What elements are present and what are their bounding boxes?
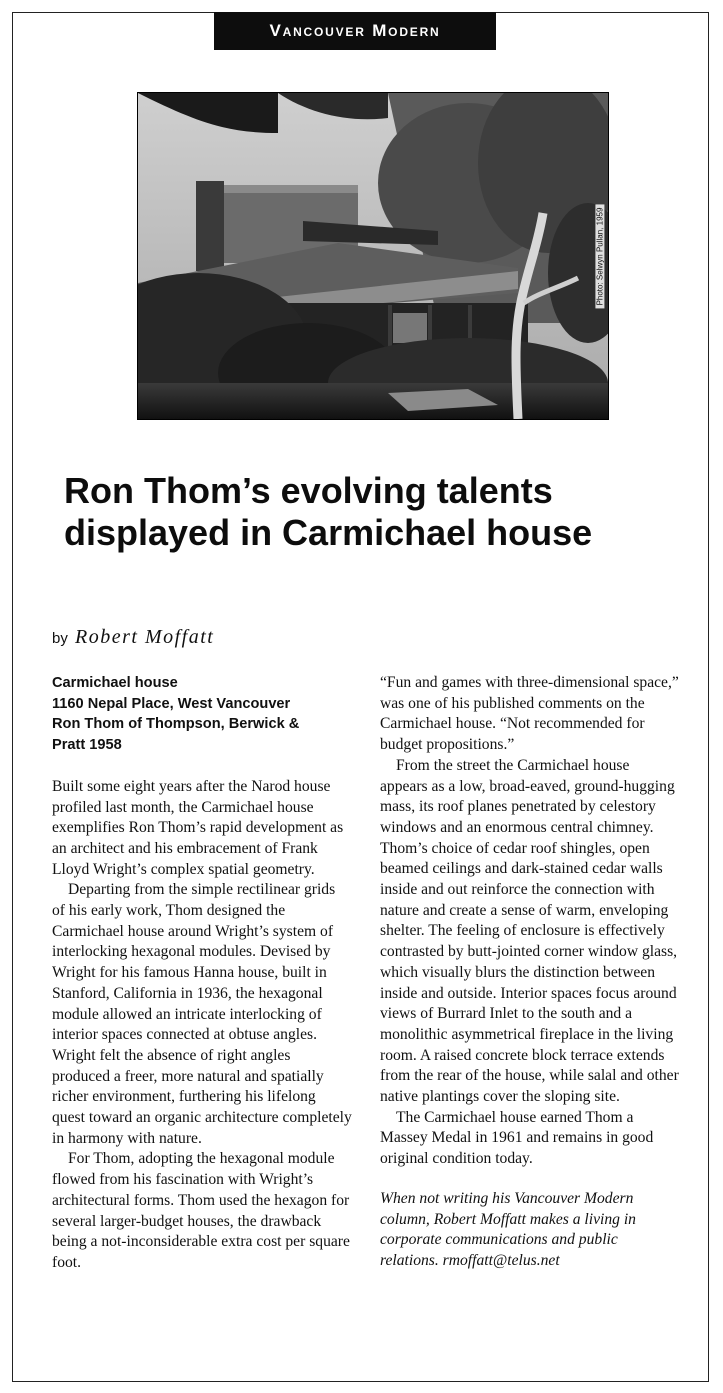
- column-label: Vancouver Modern: [214, 12, 496, 50]
- fact-box: [52, 673, 352, 756]
- fact-architect-continued: Pratt 1958: [52, 737, 122, 754]
- body-paragraph: Built some eight years after the Narod house profiled last month, the Carmichael house exemplifies Ron Thom’s rapid development as an architect and his embracement of Frank Lloyd Wright’s complex spatial geometry.: [52, 777, 344, 878]
- house-photo: [137, 92, 609, 420]
- body-paragraph: For Thom, adopting the hexagonal module flowed from his fascination with Wright’s architectural forms. Thom used the hexagon for several larger-budget houses, the drawback being a not-inconsiderable extra cost per square foot.: [52, 1150, 350, 1271]
- article-column-left: [52, 673, 352, 1274]
- author-bio: When not writing his Vancouver Modern column, Robert Moffatt makes a living in corporate communications and public relations. rmoffatt@telus.net: [380, 1189, 636, 1269]
- fact-address: 1160 Nepal Place, West Vancouver: [52, 695, 291, 712]
- article-column-right: [380, 673, 680, 1272]
- headline: Ron Thom’s evolving talents displayed in Carmichael house: [64, 470, 593, 553]
- fact-architect: Ron Thom of Thompson, Berwick &: [52, 716, 300, 733]
- byline: [52, 626, 214, 649]
- fact-house-name: Carmichael house: [52, 675, 178, 691]
- body-paragraph: Departing from the simple rectilinear grids of his early work, Thom designed the Carmichael house around Wright’s system of interlocking hexagonal modules. Devised by Wright for his famous Hanna house, built in Stanford, California in 1936, the hexagonal module allowed an intricate interlocking of interior spaces connected at obtuse angles. Wright felt the absence of right angles produced a freer, more natural and spatially richer environment, furthering his lifelong quest toward an organic architecture completely in harmony with nature.: [52, 881, 352, 1147]
- byline-author: Robert Moffatt: [75, 626, 215, 648]
- body-paragraph: From the street the Carmichael house appears as a low, broad-eaved, ground-hugging mass, its roof planes penetrated by celestory windows and an enormous central chimney. Thom’s choice of cedar roof shingles, open beamed ceilings and dark-stained cedar walls inside and out reinforce the connection with nature and create a sense of warm, enveloping shelter. The feeling of enclosure is effectively contrasted by butt-jointed corner window glass, which visually blurs the distinction between inside and outside. Interior spaces focus around views of Burrard Inlet to the south and a monolithic asymmetrical fireplace in the living room. A raised concrete block terrace extends from the rear of the house, while salal and other native plantings cover the sloping site.: [380, 756, 679, 1106]
- body-paragraph: The Carmichael house earned Thom a Massey Medal in 1961 and remains in good original condition today.: [380, 1108, 654, 1168]
- house-photo-illustration: [138, 93, 608, 419]
- body-paragraph: “Fun and games with three-dimensional space,” was one of his published comments on the Carmichael house. “Not recommended for budget propositions.”: [380, 674, 679, 754]
- photo-credit: Photo: Selwyn Pullan, 1959: [594, 93, 606, 419]
- byline-prefix: by: [52, 630, 68, 647]
